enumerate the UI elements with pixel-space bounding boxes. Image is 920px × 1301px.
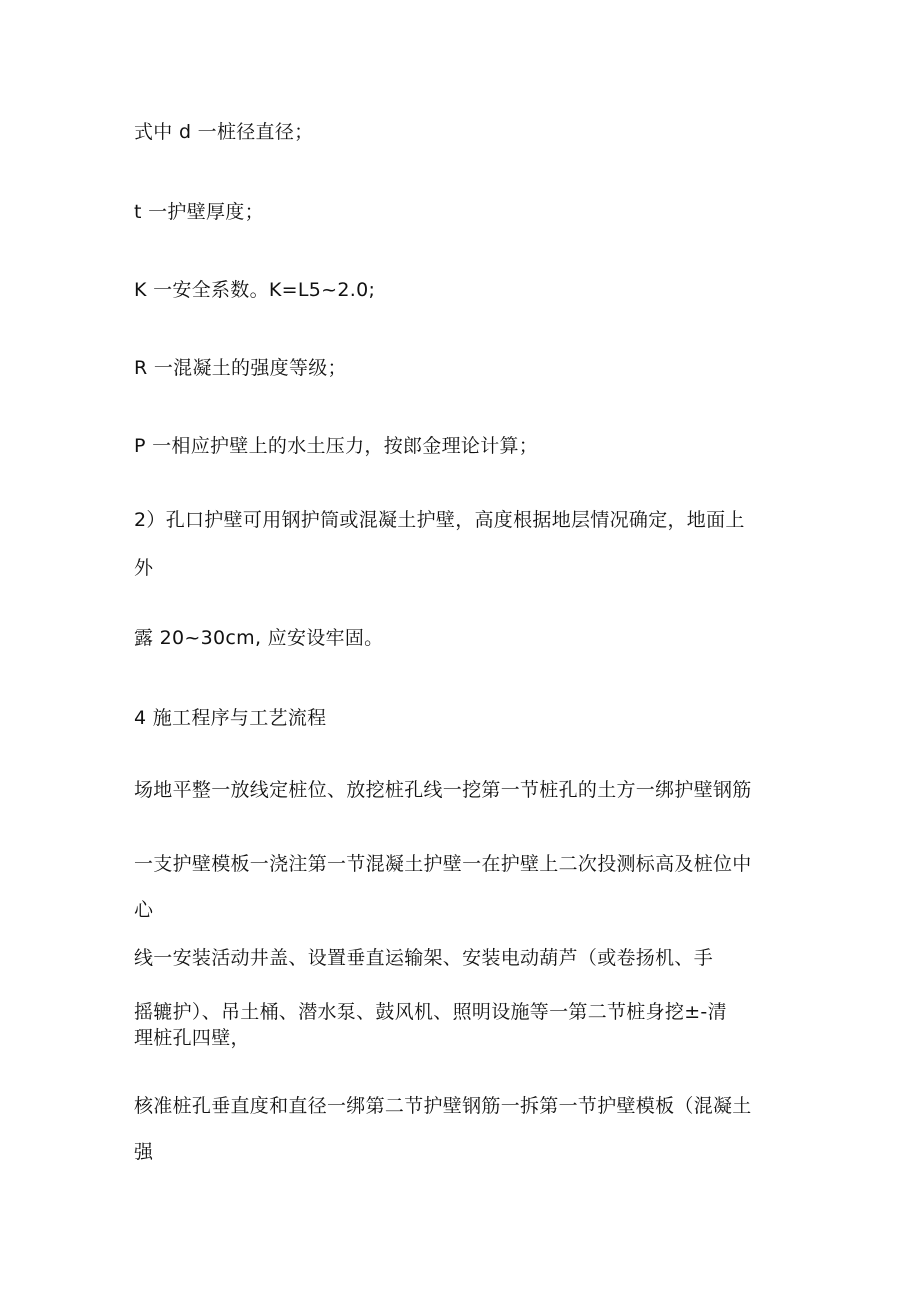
- paragraph-line: 外: [134, 557, 154, 579]
- paragraph-line: 线一安装活动井盖、设置垂直运输架、安装电动葫芦（或卷扬机、手: [134, 947, 714, 969]
- formula-note-t: t 一护壁厚度；: [134, 201, 264, 223]
- paragraph-line: 露 20~30cm, 应安设牢固。: [134, 627, 384, 649]
- paragraph-line: 理桩孔四壁，: [134, 1027, 250, 1049]
- paragraph-line: 核准桩孔垂直度和直径一绑第二节护壁钢筋一拆第一节护壁模板（混凝土: [134, 1095, 752, 1117]
- paragraph-line: 心: [134, 899, 154, 921]
- paragraph-line: 场地平整一放线定桩位、放挖桩孔线一挖第一节桩孔的土方一绑护壁钢筋: [134, 779, 752, 801]
- formula-note-d: 式中 d 一桩径直径；: [134, 121, 314, 143]
- formula-note-p: P 一相应护壁上的水土压力，按郎金理论计算；: [134, 435, 539, 457]
- paragraph-line: 一支护壁模板一浇注第一节混凝土护壁一在护壁上二次投测标高及桩位中: [134, 853, 752, 875]
- formula-note-k: K 一安全系数。K=L5~2.0;: [134, 279, 376, 301]
- paragraph-line: 强: [134, 1141, 154, 1163]
- paragraph-line: 摇辘护）、吊土桶、潜水泵、鼓风机、照明设施等一第二节桩身挖±-清: [134, 1001, 727, 1023]
- formula-note-r: R 一混凝土的强度等级；: [134, 357, 347, 379]
- section-heading: 4 施工程序与工艺流程: [134, 707, 327, 729]
- paragraph-line: 2）孔口护壁可用钢护筒或混凝土护壁，高度根据地层情况确定，地面上: [134, 509, 745, 531]
